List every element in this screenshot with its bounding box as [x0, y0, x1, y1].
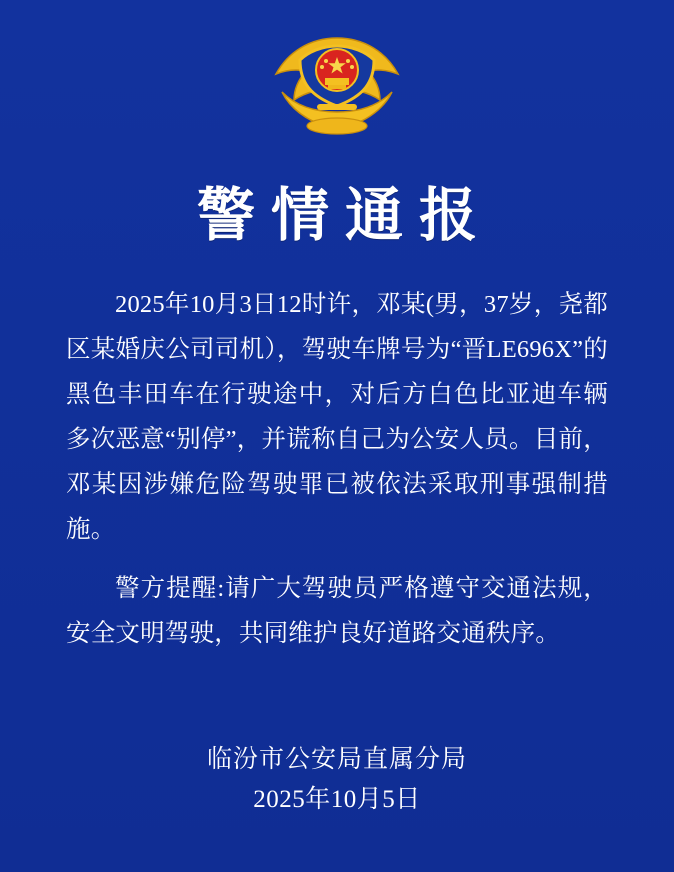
- issuing-organization: 临汾市公安局直属分局: [206, 746, 467, 773]
- issue-date: 2025年10月5日: [253, 786, 421, 813]
- paragraph-2: 警方提醒:请广大驾驶员严格遵守交通法规，安全文明驾驶，共同维护良好道路交通秩序。: [66, 575, 608, 647]
- page-title: 警情通报: [196, 183, 493, 248]
- layout-spacer: [44, 660, 630, 740]
- notice-body: [44, 282, 630, 660]
- emblem-container: [44, 26, 630, 146]
- notice-footer: [44, 740, 630, 872]
- paragraph-1: 2025年10月3日12时许，邓某(男，37岁，尧都区某婚庆公司司机），驾驶车牌号为“晋LE696X”的黑色丰田车在行驶途中，对后方白色比亚迪车辆多次恶意“别停”，并谎称自己为公安人员。目前，邓某因涉嫌危险驾驶罪已被依法采取刑事强制措施。: [66, 291, 608, 543]
- police-emblem-icon: [262, 30, 412, 142]
